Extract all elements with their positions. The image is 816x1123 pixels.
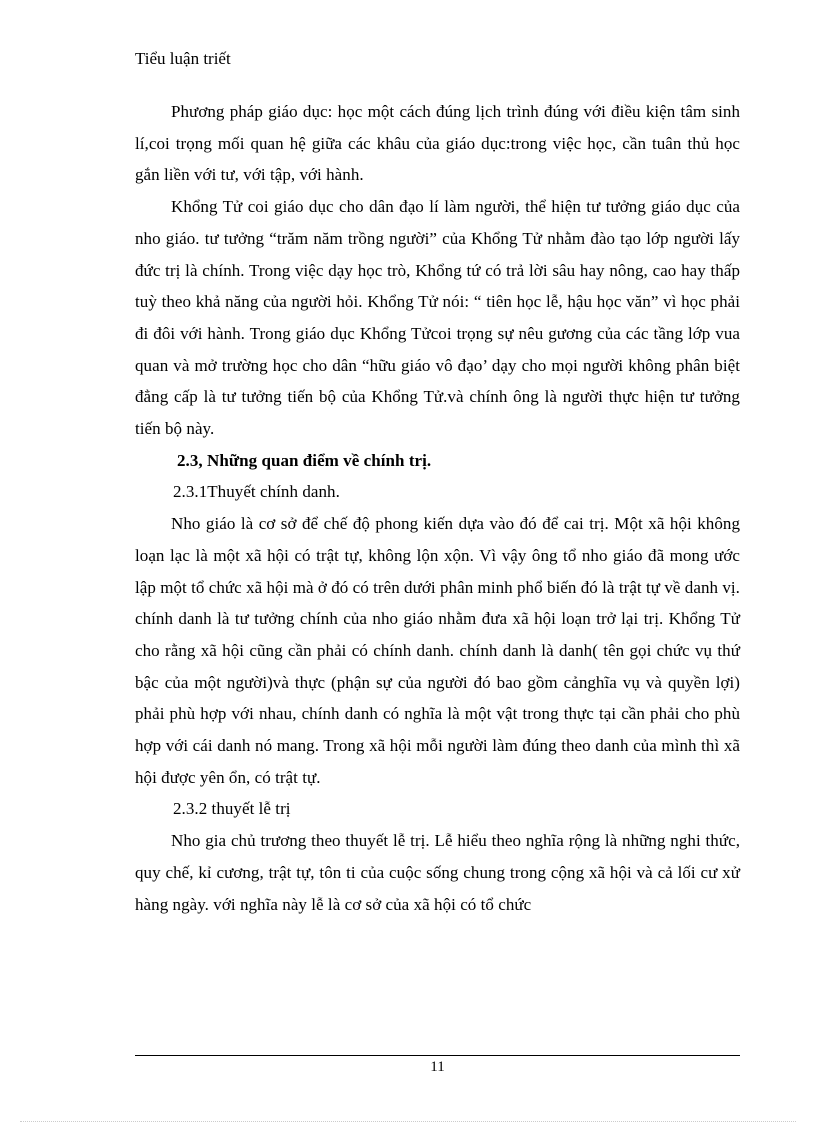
paragraph-education-method: Phương pháp giáo dục: học một cách đúng lịch trình đúng với điều kiện tâm sinh lí,coi trọng mối quan hệ giữa các khâu của giáo dục:trong việc học, cần tuân thủ học gắn liền với tư, với tập, với hành. [135, 102, 740, 185]
running-header: Tiểu luận triết [135, 49, 231, 68]
page-body [135, 96, 740, 920]
footer-divider [135, 1055, 740, 1056]
page-number: 11 [430, 1059, 445, 1075]
paragraph-rectification-of-names: Nho giáo là cơ sở để chế độ phong kiến dựa vào đó để cai trị. Một xã hội không loạn lạc là một xã hội có trật tự, không lộn xộn. Vì vậy ông tổ nho giáo đã mong ước lập một tổ chức xã hội mà ở đó có trên dưới phân minh phổ biến đó là trật tự về danh vị. chính danh là tư tưởng chính của nho giáo nhằm đưa xã hội loạn trở lại trị. Khổng Tử cho rằng xã hội cũng cần phải có chính danh. chính danh là danh( tên gọi chức vụ thứ bậc của một người)và thực (phận sự của người đó bao gồm cảnghĩa vụ và quyền lợi) phải phù hợp với nhau, chính danh có nghĩa là một vật trong thực tại cần phải cho phù hợp với cái danh nó mang. Trong xã hội mỗi người làm đúng theo danh của mình thì xã hội được yên ổn, có trật tự. [135, 514, 740, 787]
paragraph-rule-by-rites: Nho gia chủ trương theo thuyết lễ trị. Lễ hiểu theo nghĩa rộng là những nghi thức, quy chế, kỉ cương, trật tự, tôn ti của cuộc sống chung trong cộng xã hội và cả lối cư xử hàng ngày. với nghĩa này lễ là cơ sở của xã hội có tổ chức [135, 831, 740, 914]
subsection-heading-rectification-of-names: 2.3.1Thuyết chính danh. [173, 482, 340, 502]
section-heading-political-views: 2.3, Những quan điểm về chính trị. [177, 450, 432, 470]
subsection-heading-rule-by-rites: 2.3.2 thuyết lễ trị [173, 799, 291, 819]
paragraph-confucius-education: Khổng Tử coi giáo dục cho dân đạo lí làm người, thể hiện tư tưởng giáo dục của nho giáo. tư tưởng “trăm năm trồng người” của Khổng Tử nhằm đào tạo lớp người lấy đức trị là chính. Trong việc dạy học trò, Khổng tứ có trả lời sâu hay nông, cao hay thấp tuỳ theo khả năng của người hỏi. Khổng Tử nói: “ tiên học lễ, hậu học văn” vì học phải đi đôi với hành. Trong giáo dục Khổng Tửcoi trọng sự nêu gương của các tầng lớp vua quan và mở trường học cho dân “hữu giáo vô đạo’ dạy cho mọi người không phân biệt đẳng cấp là tư tưởng tiến bộ của Khổng Tử.và chính ông là người thực hiện tư tưởng tiến bộ này. [135, 197, 740, 439]
page-edge-line [20, 1121, 796, 1122]
